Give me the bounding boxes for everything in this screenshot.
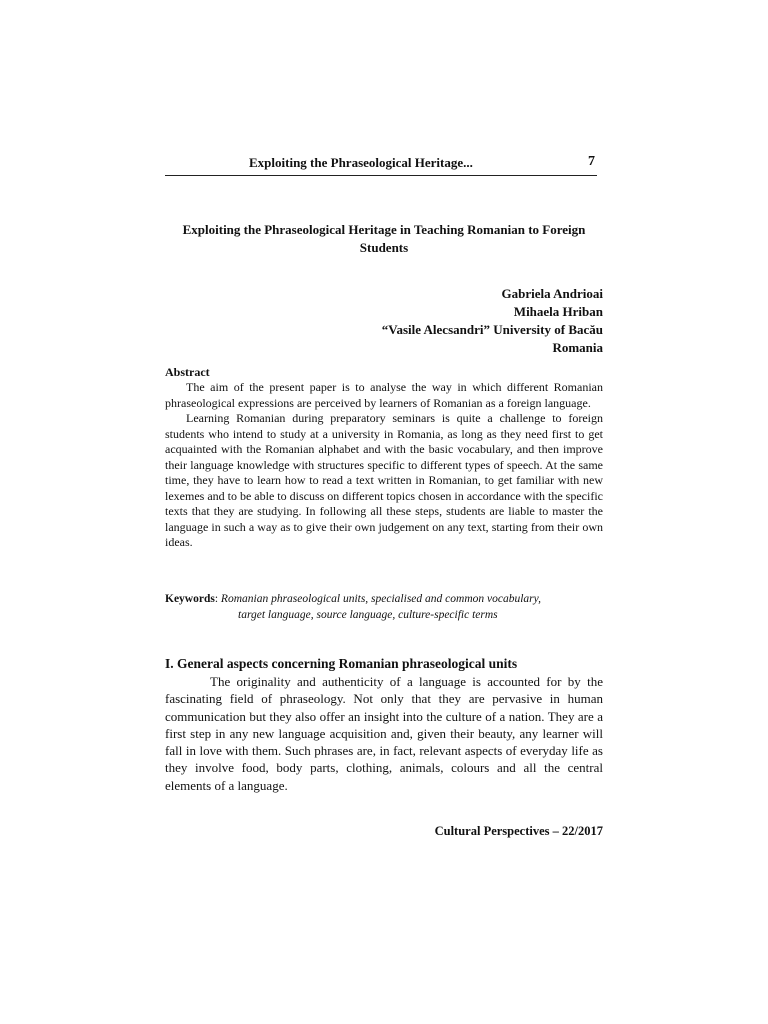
section-body (165, 673, 603, 794)
keywords-label: Keywords (165, 593, 215, 605)
keywords-line: Romanian phraseological units, specialised and common vocabulary, (220, 593, 541, 605)
keywords-colon: : (214, 593, 221, 605)
paper-page (165, 0, 603, 1024)
journal-footer: Cultural Perspectives – 22/2017 (434, 824, 603, 838)
abstract-body (165, 380, 603, 551)
affiliation: “Vasile Alecsandri” University of Bacău (381, 322, 603, 337)
running-head-title: Exploiting the Phraseological Heritage... (249, 155, 473, 170)
section-paragraph: The originality and authenticity of a language is accounted for by the fascinating field of phraseology. Not only that they are pervasive in human communication but they also offer an insight into the culture of a nation. They are a first step in any new language acquisition and, given their beauty, any learner will fall in love with them. Such phrases are, in fact, relevant aspects of everyday life as they involve food, body parts, clothing, animals, colours and all the central elements of a language. (165, 674, 603, 793)
abstract-heading: Abstract (165, 365, 210, 379)
paper-title: Exploiting the Phraseological Heritage in Teaching Romanian to Foreign Students (182, 222, 586, 255)
author-name: Gabriela Andrioai (501, 286, 603, 301)
keywords-line: target language, source language, culture-specific terms (238, 608, 498, 621)
running-head (165, 155, 597, 176)
author-name: Mihaela Hriban (513, 304, 603, 319)
keywords-block (165, 592, 603, 623)
abstract-paragraph: The aim of the present paper is to analyse the way in which different Romanian phraseological expressions are perceived by learners of Romanian as a foreign language. (165, 380, 603, 410)
page-number: 7 (588, 154, 595, 169)
author-block (382, 285, 603, 357)
country: Romania (552, 340, 603, 355)
abstract-paragraph: Learning Romanian during preparatory seminars is quite a challenge to foreign students who intend to study at a university in Romania, as long as they need first to get acquainted with the Romanian alphabet and with the basic vocabulary, and then improve their language knowledge with structures specific to different types of speech. At the same time, they have to learn how to read a text written in Romanian, to get familiar with new lexemes and to be able to discuss on different topics chosen in accordance with the specific texts that they are studying. In following all these steps, students are liable to master the language in such a way as to give their own judgement on any text, starting from their own ideas. (165, 411, 603, 549)
section-heading: I. General aspects concerning Romanian phraseological units (165, 656, 518, 671)
